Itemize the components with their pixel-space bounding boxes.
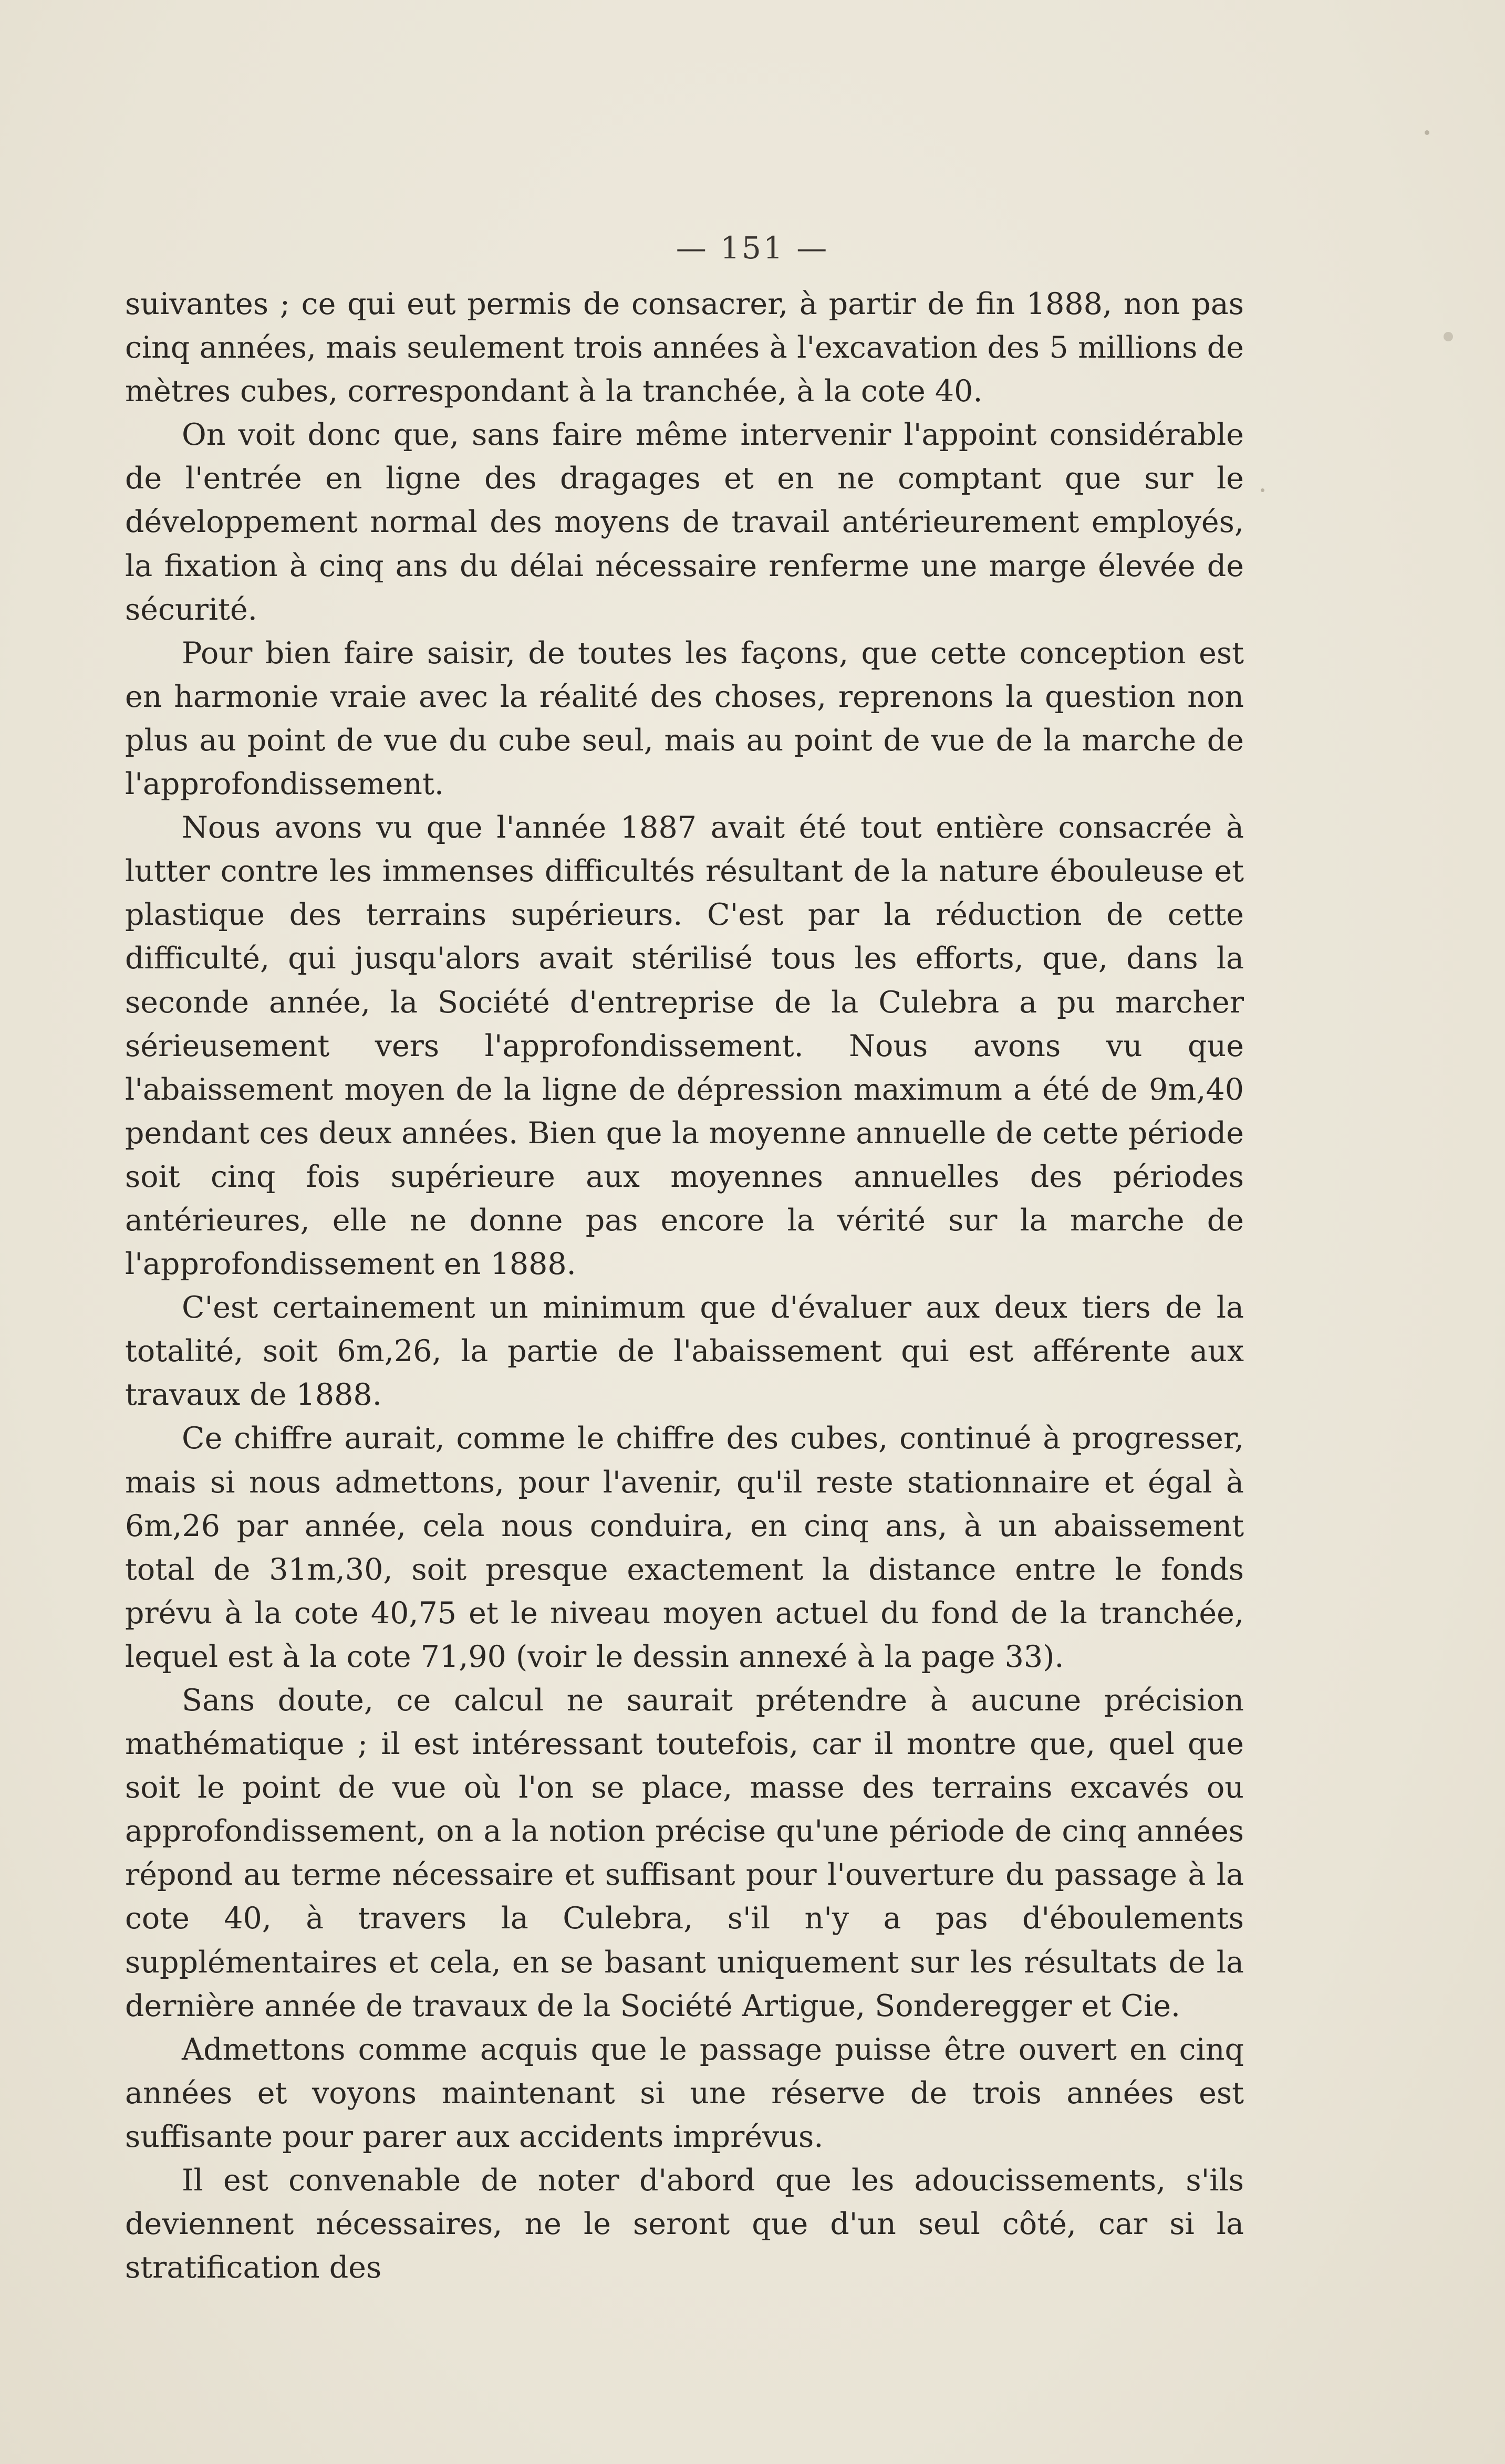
page-number: — 151 — — [676, 230, 829, 266]
paragraph-3: Pour bien faire saisir, de toutes les façons, que cette conception est en harmonie vraie avec la réalité des choses, reprenons la question non plus au point de vue du cube seul, mais au point de vue de la marche de l'approfondissement. — [125, 635, 1244, 802]
paper-speck — [1425, 130, 1429, 135]
paragraph-9: Il est convenable de noter d'abord que les adoucissements, s'ils deviennent nécessaires, ne le seront que d'un seul côté, car si la stratification des — [125, 2163, 1244, 2285]
paper-speck — [1444, 332, 1453, 341]
body-text — [125, 283, 1244, 2290]
paragraph-2: On voit donc que, sans faire même intervenir l'appoint considérable de l'entrée en ligne des dragages et en ne comptant que sur le développement normal des moyens de travail antérieurement employés, la fixation à cinq ans du délai nécessaire renferme une marge élevée de sécurité. — [125, 417, 1244, 627]
paragraph-4: Nous avons vu que l'année 1887 avait été tout entière consacrée à lutter contre les immenses difficultés résultant de la nature ébouleuse et plastique des terrains supérieurs. C'est par la réduction de cette difficulté, qui jusqu'alors avait stérilisé tous les efforts, que, dans la seconde année, la Société d'entreprise de la Culebra a pu marcher sérieusement vers l'approfondissement. Nous avons vu que l'abaissement moyen de la ligne de dépression maximum a été de 9m,40 pendant ces deux années. Bien que la moyenne annuelle de cette période soit cinq fois supérieure aux moyennes annuelles des périodes antérieures, elle ne donne pas encore la vérité sur la marche de l'approfondissement en 1888. — [125, 810, 1244, 1282]
paragraph-8: Admettons comme acquis que le passage puisse être ouvert en cinq années et voyons maintenant si une réserve de trois années est suffisante pour parer aux accidents imprévus. — [125, 2032, 1244, 2154]
paper-speck — [1261, 488, 1264, 492]
paragraph-7: Sans doute, ce calcul ne saurait prétendre à aucune précision mathématique ; il est intéressant toutefois, car il montre que, quel que soit le point de vue où l'on se place, masse des terrains excavés ou approfondissement, on a la notion précise qu'une période de cinq années répond au terme nécessaire et suffisant pour l'ouverture du passage à la cote 40, à travers la Culebra, s'il n'y a pas d'éboulements supplémentaires et cela, en se basant uniquement sur les résultats de la dernière année de travaux de la Société Artigue, Sonderegger et Cie. — [125, 1683, 1244, 2023]
paragraph-5: C'est certainement un minimum que d'évaluer aux deux tiers de la totalité, soit 6m,26, la partie de l'abaissement qui est afférente aux travaux de 1888. — [125, 1290, 1244, 1413]
paragraph-6: Ce chiffre aurait, comme le chiffre des cubes, continué à progresser, mais si nous admettons, pour l'avenir, qu'il reste stationnaire et égal à 6m,26 par année, cela nous conduira, en cinq ans, à un abaissement total de 31m,30, soit presque exactement la distance entre le fonds prévu à la cote 40,75 et le niveau moyen actuel du fond de la tranchée, lequel est à la cote 71,90 (voir le dessin annexé à la page 33). — [125, 1421, 1244, 1674]
paragraph-1: suivantes ; ce qui eut permis de consacrer, à partir de fin 1888, non pas cinq années, mais seulement trois années à l'excavation des 5 millions de mètres cubes, correspondant à la tranchée, à la cote 40. — [125, 287, 1244, 409]
